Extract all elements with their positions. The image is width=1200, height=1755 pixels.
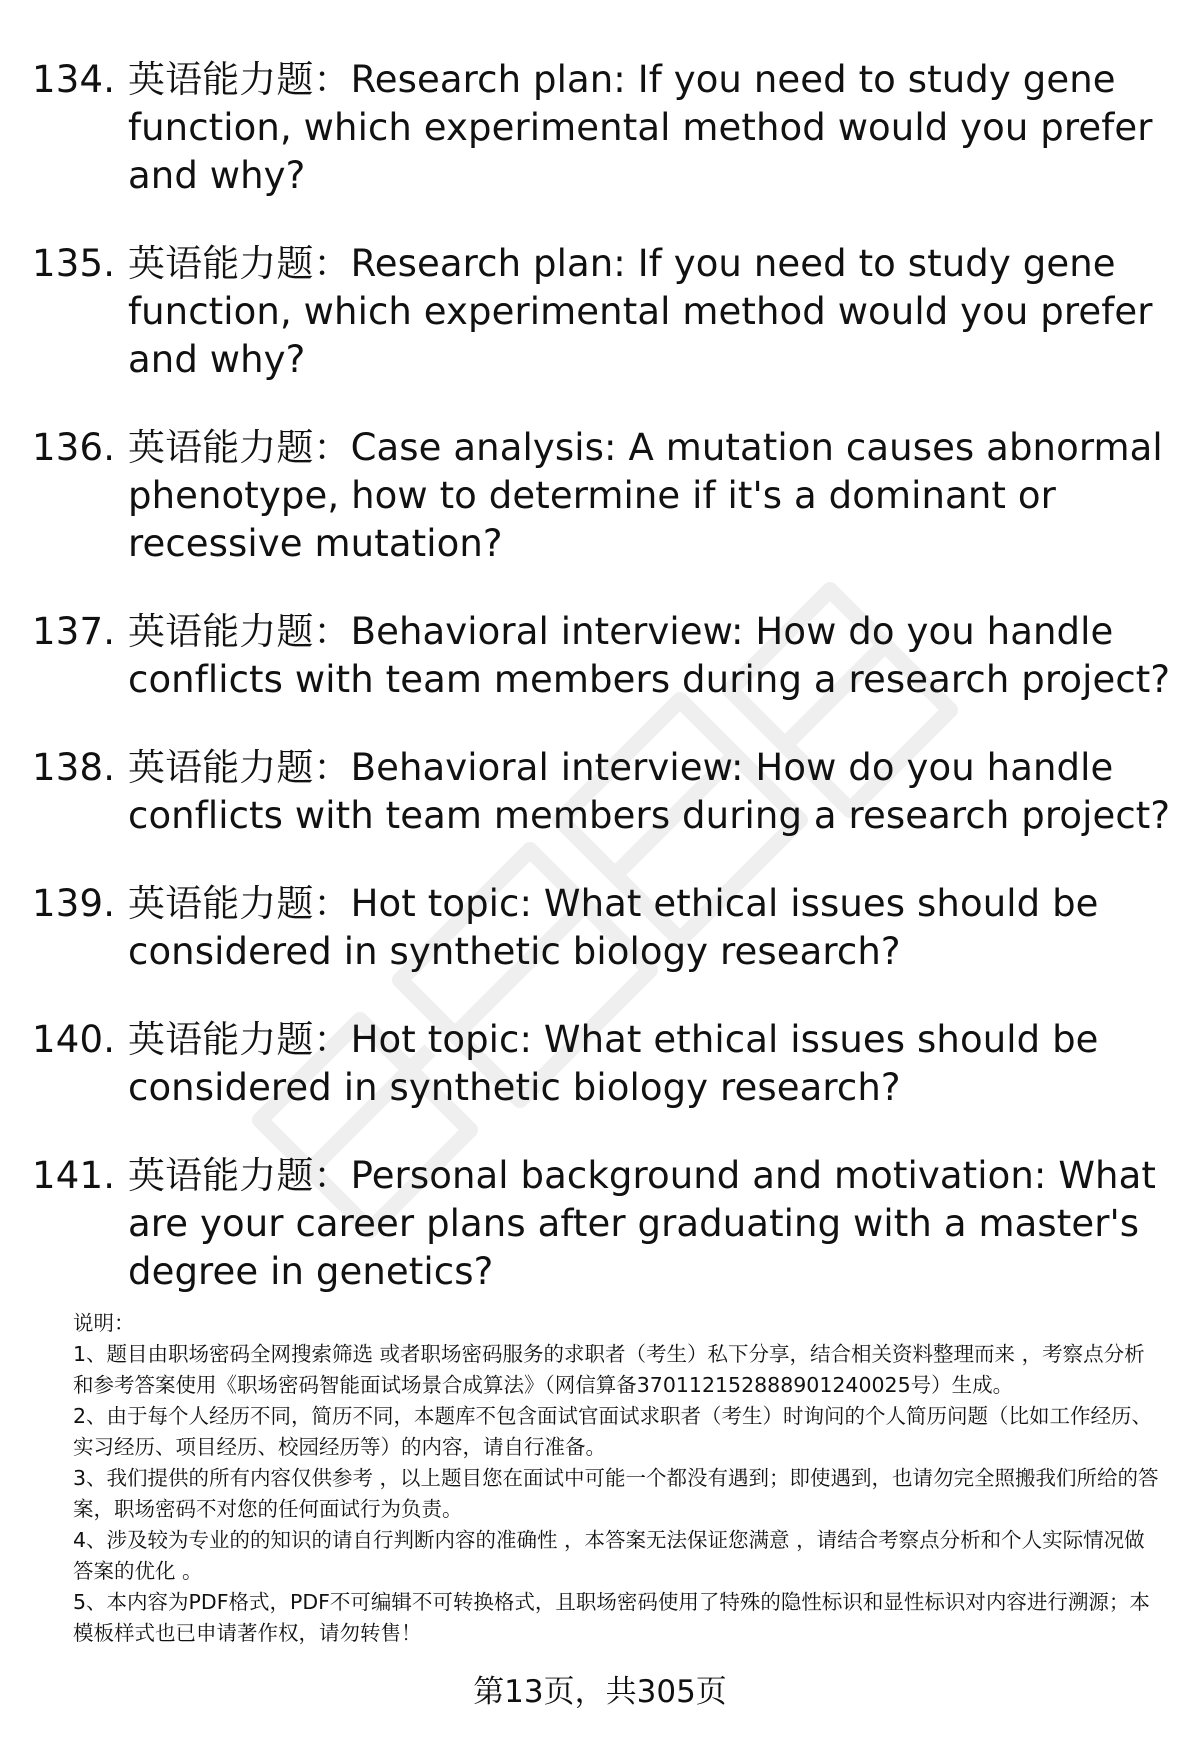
question-number: 137. xyxy=(32,610,116,653)
page-number: 第13页，共305页 xyxy=(473,1674,727,1710)
notes-heading: 说明： xyxy=(73,1311,135,1335)
question-text: 英语能力题：Behavioral interview: How do you handle conflicts with team members during a research project? xyxy=(128,610,1171,701)
notes-section xyxy=(73,1308,1163,1649)
question-text: 英语能力题：Personal background and motivation: What are your career plans after graduating with a master's degree in genetics? xyxy=(128,1154,1156,1293)
question-text: 英语能力题：Hot topic: What ethical issues should be considered in synthetic biology research? xyxy=(128,1018,1099,1109)
question-item xyxy=(32,1016,1172,1112)
question-number: 140. xyxy=(32,1018,116,1061)
note-item: 2、由于每个人经历不同，简历不同，本题库不包含面试官面试求职者（考生）时询问的个人简历问题（比如工作经历、实习经历、项目经历、校园经历等）的内容，请自行准备。 xyxy=(73,1404,1153,1459)
note-item: 5、本内容为PDF格式，PDF不可编辑不可转换格式，且职场密码使用了特殊的隐性标识和显性标识对内容进行溯源；本模板样式也已申请著作权，请勿转售！ xyxy=(73,1590,1150,1645)
question-number: 135. xyxy=(32,242,116,285)
question-item xyxy=(32,56,1172,200)
question-text: 英语能力题：Case analysis: A mutation causes abnormal phenotype, how to determine if it's a dominant or recessive mutation? xyxy=(128,426,1163,565)
question-text: 英语能力题：Hot topic: What ethical issues should be considered in synthetic biology research? xyxy=(128,882,1099,973)
question-text: 英语能力题：Research plan: If you need to study gene function, which experimental method would you prefer and why? xyxy=(128,242,1153,381)
question-number: 134. xyxy=(32,58,116,101)
question-number: 136. xyxy=(32,426,116,469)
question-item xyxy=(32,744,1172,840)
question-number: 141. xyxy=(32,1154,116,1197)
question-number: 138. xyxy=(32,746,116,789)
question-item xyxy=(32,1152,1172,1296)
question-item xyxy=(32,880,1172,976)
note-item: 3、我们提供的所有内容仅供参考 ，以上题目您在面试中可能一个都没有遇到；即使遇到，也请勿完全照搬我们所给的答案，职场密码不对您的任何面试行为负责。 xyxy=(73,1466,1159,1521)
question-item xyxy=(32,240,1172,384)
question-item xyxy=(32,424,1172,568)
question-text: 英语能力题：Research plan: If you need to study gene function, which experimental method would you prefer and why? xyxy=(128,58,1153,197)
question-number: 139. xyxy=(32,882,116,925)
question-list xyxy=(32,56,1172,1336)
note-item: 1、题目由职场密码全网搜索筛选 或者职场密码服务的求职者（考生）私下分享，结合相关资料整理而来 ，考察点分析和参考答案使用《职场密码智能面试场景合成算法》（网信算备370112152888901240025号）生成。 xyxy=(73,1342,1145,1397)
note-item: 4、涉及较为专业的的知识的请自行判断内容的准确性 ，本答案无法保证您满意 ，请结合考察点分析和个人实际情况做答案的优化 。 xyxy=(73,1528,1145,1583)
question-item xyxy=(32,608,1172,704)
question-text: 英语能力题：Behavioral interview: How do you handle conflicts with team members during a research project? xyxy=(128,746,1171,837)
